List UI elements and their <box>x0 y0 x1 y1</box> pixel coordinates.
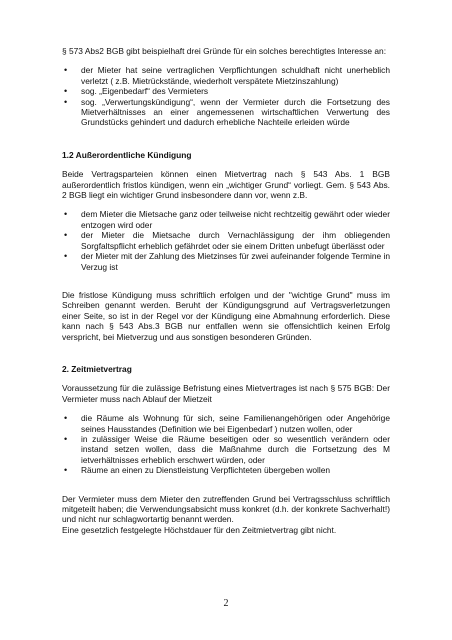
list-item: • dem Mieter die Mietsache ganz oder teilweise nicht rechtzeitig gewährt oder wieder entzogen wird oder <box>62 209 390 230</box>
section-heading: 2. Zeitmietvertrag <box>62 363 132 374</box>
interest-list <box>62 65 390 127</box>
page-content <box>62 46 390 535</box>
section-paragraph: Eine gesetzlich festgelegte Höchstdauer für den Zeitmietvertrag gibt nicht. <box>62 524 337 535</box>
list-item: • sog. „Eigenbedarf“ des Vermieters <box>62 86 390 96</box>
section-paragraph: Beide Vertragsparteien können einen Mietvertrag nach § 543 Abs. 1 BGB außerordentlich fristlos kündigen, wenn ein „wichtiger Grund“ vorliegt. Gem. § 543 Abs. 2 BGB liegt ein wichtiger Grund insbesondere dann vor, wenn z.B. <box>62 169 390 201</box>
list-item: • der Mieter hat seine vertraglichen Verpflichtungen schuldhaft nicht unerheblich verletzt ( z.B. Mietrückstände, wiederholt verspätete Mietzinszahlung) <box>62 65 390 86</box>
list-item: • sog. „Verwertungskündigung“, wenn der Vermieter durch die Fortsetzung des Mietverhältnisses an einer angemessenen wirtschaftlichen Verwertung des Grundstücks gehindert und dadurch erhebliche Nachteile erleiden würde <box>62 97 390 128</box>
list-item: • in zulässiger Weise die Räume beseitigen oder so wesentlich verändern oder instand setzen wollen, dass die Maßnahme durch die Fortsetzung des M ietverhältnisses erheblich erschwert würden, oder <box>62 434 390 465</box>
section-paragraph: Voraussetzung für die zulässige Befristung eines Mietvertrages ist nach § 575 BGB: Der Vermieter muss nach Ablauf der Mietzeit <box>62 383 390 404</box>
section-paragraph: Die fristlose Kündigung muss schriftlich erfolgen und der "wichtige Grund" muss im Schreiben genannt werden. Beruht der Kündigungsgrund auf Vertragsverletzungen einer Seite, so ist in der Regel vor der Kündigung eine Abmahnung erforderlich. Diese kann nach § 543 Abs.3 BGB nur entfallen wenn sie offensichtlich keinen Erfolg verspricht, bei Mietverzug und aus sonstigen besonderen Gründen. <box>62 289 390 342</box>
page-number: 2 <box>223 598 229 609</box>
reason-list <box>62 209 390 271</box>
condition-list <box>62 413 390 475</box>
list-item: • der Mieter die Mietsache durch Vernachlässigung der ihm obliegenden Sorgfaltspflicht erheblich gefährdet oder sie einem Dritten unbefugt überlässt oder <box>62 230 390 251</box>
intro-paragraph: § 573 Abs2 BGB gibt beispielhaft drei Gründe für ein solches berechtigtes Interesse an: <box>62 46 387 56</box>
list-item: • Räume an einen zu Dienstleistung Verpflichteten übergeben wollen <box>62 465 390 475</box>
list-item: • der Mieter mit der Zahlung des Mietzinses für zwei aufeinander folgende Termine in Verzug ist <box>62 251 390 272</box>
list-item: • die Räume als Wohnung für sich, seine Familienangehörigen oder Angehörige seines Hausstandes (Definition wie bei Eigenbedarf ) nutzen wollen, oder <box>62 413 390 434</box>
section-paragraph: Der Vermieter muss dem Mieter den zutreffenden Grund bei Vertragsschluss schriftlich mitgeteilt haben; die Verwendungsabsicht muss konkret (d.h. der konkrete Sachverhalt!) und nicht nur schlagwortartig benannt werden. <box>62 493 390 525</box>
section-heading: 1.2 Außerordentliche Kündigung <box>62 149 192 160</box>
